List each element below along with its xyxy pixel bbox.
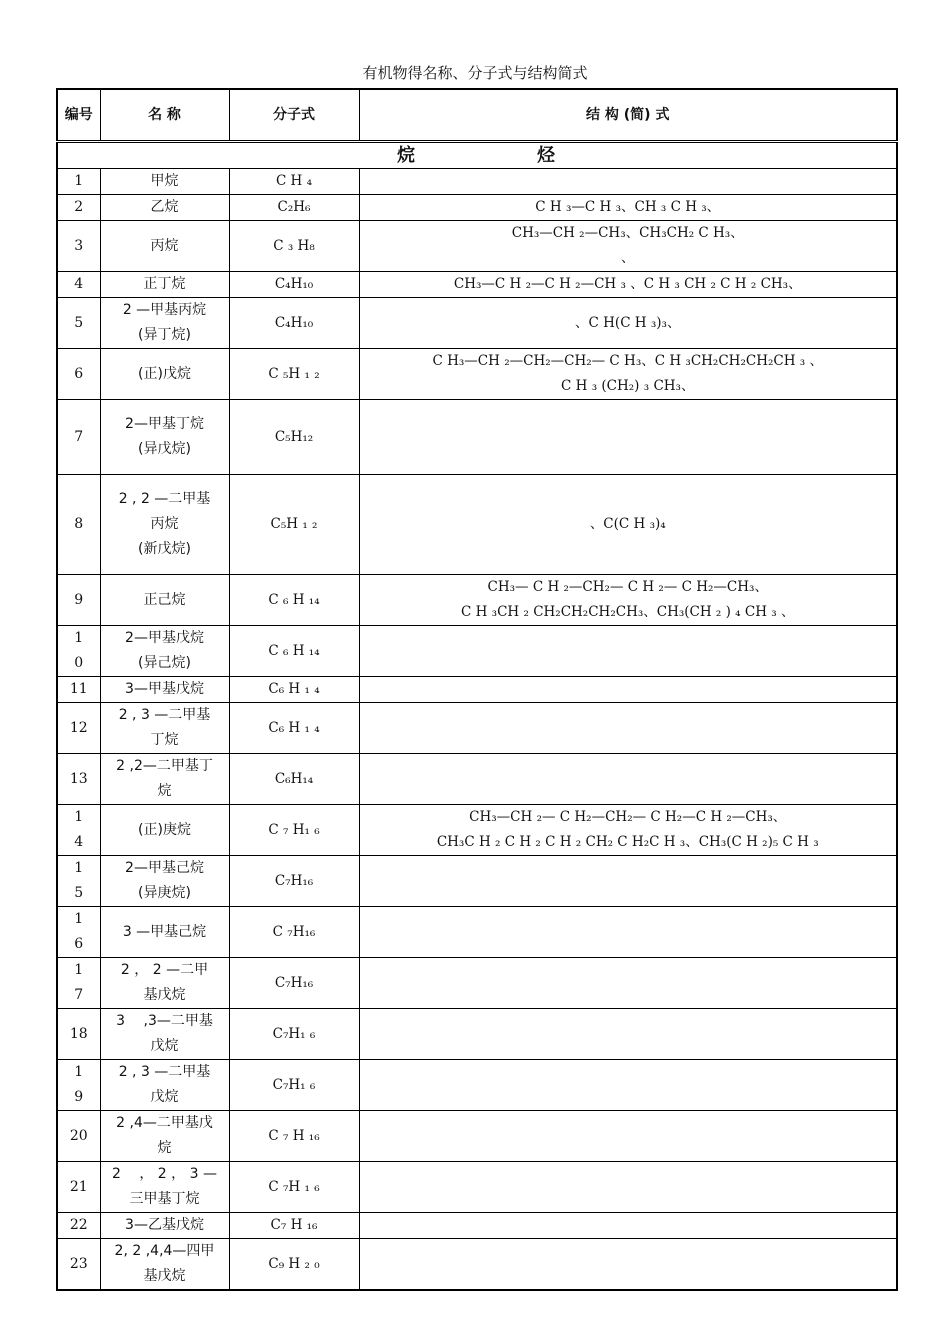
table-row [57, 298, 897, 349]
table-row [57, 272, 897, 298]
molecular-formula: C₆ H ₁ ₄ [229, 703, 359, 754]
table-row [57, 195, 897, 221]
page-title: 有机物得名称、分子式与结构简式 [362, 64, 588, 82]
compound-name: 正己烷 [100, 575, 229, 626]
compound-name: 2 ， 2 —二甲 基戊烷 [100, 958, 229, 1009]
header-row [57, 89, 897, 142]
molecular-formula: C ₆ H ₁₄ [229, 575, 359, 626]
molecular-formula: C₆H₁₄ [229, 754, 359, 805]
row-number: 1 [57, 169, 100, 195]
table-row [57, 626, 897, 677]
table-row [57, 221, 897, 272]
compound-name: 2 , 3 —二甲基 戊烷 [100, 1060, 229, 1111]
compound-name: 2 , 2 —二甲基 丙烷 (新戊烷) [100, 475, 229, 575]
table-row [57, 1213, 897, 1239]
row-number: 11 [57, 677, 100, 703]
table-row [57, 1239, 897, 1291]
row-number: 8 [57, 475, 100, 575]
header-structure: 结 构 (简) 式 [359, 89, 897, 142]
structural-formula: C H₃—CH ₂—CH₂—CH₂— C H₃、C H ₃CH₂CH₂CH₂CH ₃ 、 C H ₃ (CH₂) ₃ CH₃、 [359, 349, 897, 400]
table-row [57, 703, 897, 754]
compound-name: 丙烷 [100, 221, 229, 272]
table-row [57, 575, 897, 626]
row-number: 12 [57, 703, 100, 754]
header-formula: 分子式 [229, 89, 359, 142]
molecular-formula: C₇H₁₆ [229, 958, 359, 1009]
molecular-formula: C₅H ₁ ₂ [229, 475, 359, 575]
table-row [57, 805, 897, 856]
table-row [57, 475, 897, 575]
table-row [57, 907, 897, 958]
row-number: 7 [57, 400, 100, 475]
compound-name: 乙烷 [100, 195, 229, 221]
compound-name: 2 ， 2 ， 3 — 三甲基丁烷 [100, 1162, 229, 1213]
structural-formula: CH₃—CH ₂—CH₃、CH₃CH₂ C H₃、 、 [359, 221, 897, 272]
molecular-formula: C₂H₆ [229, 195, 359, 221]
compound-name: 3 —甲基己烷 [100, 907, 229, 958]
structural-formula: 、C H(C H ₃)₃、 [359, 298, 897, 349]
structural-formula [359, 1239, 897, 1291]
molecular-formula: C₆ H ₁ ₄ [229, 677, 359, 703]
row-number: 1 6 [57, 907, 100, 958]
compound-name: 2, 2 ,4,4—四甲 基戊烷 [100, 1239, 229, 1291]
row-number: 22 [57, 1213, 100, 1239]
molecular-formula: C₄H₁₀ [229, 272, 359, 298]
structural-formula [359, 169, 897, 195]
molecular-formula: C₇H₁ ₆ [229, 1009, 359, 1060]
structural-formula: CH₃— C H ₂—CH₂— C H ₂— C H₂—CH₃、 C H ₃CH ₂ CH₂CH₂CH₂CH₃、CH₃(CH ₂ ) ₄ CH ₃ 、 [359, 575, 897, 626]
row-number: 1 4 [57, 805, 100, 856]
compound-name: 正丁烷 [100, 272, 229, 298]
row-number: 1 7 [57, 958, 100, 1009]
structural-formula [359, 677, 897, 703]
row-number: 1 0 [57, 626, 100, 677]
table-row [57, 1162, 897, 1213]
molecular-formula: C₇H₁₆ [229, 856, 359, 907]
table-row [57, 1009, 897, 1060]
molecular-formula: C ₇ H₁ ₆ [229, 805, 359, 856]
structural-formula [359, 1009, 897, 1060]
table-row [57, 400, 897, 475]
compound-name: 2—甲基己烷 (异庚烷) [100, 856, 229, 907]
structural-formula [359, 400, 897, 475]
row-number: 1 9 [57, 1060, 100, 1111]
table-row [57, 958, 897, 1009]
table-row [57, 349, 897, 400]
molecular-formula: C H ₄ [229, 169, 359, 195]
header-name: 名 称 [100, 89, 229, 142]
compound-name: 3—甲基戊烷 [100, 677, 229, 703]
compound-name: 3—乙基戊烷 [100, 1213, 229, 1239]
molecular-formula: C₇ H ₁₆ [229, 1213, 359, 1239]
section-title: 烷 烃 [57, 142, 897, 169]
row-number: 3 [57, 221, 100, 272]
row-number: 2 [57, 195, 100, 221]
structural-formula [359, 1111, 897, 1162]
compound-name: 2—甲基戊烷 (异己烷) [100, 626, 229, 677]
structural-formula: 、C(C H ₃)₄ [359, 475, 897, 575]
compound-name: 甲烷 [100, 169, 229, 195]
row-number: 9 [57, 575, 100, 626]
compound-name: 3 ,3—二甲基 戊烷 [100, 1009, 229, 1060]
structural-formula: C H ₃—C H ₃、CH ₃ C H ₃、 [359, 195, 897, 221]
compound-name: 2—甲基丁烷 (异戊烷) [100, 400, 229, 475]
section-row-alkanes [57, 142, 897, 169]
row-number: 4 [57, 272, 100, 298]
molecular-formula: C ₆ H ₁₄ [229, 626, 359, 677]
structural-formula [359, 1213, 897, 1239]
row-number: 6 [57, 349, 100, 400]
structural-formula [359, 754, 897, 805]
compound-table [56, 88, 898, 1291]
row-number: 13 [57, 754, 100, 805]
molecular-formula: C ₅H ₁ ₂ [229, 349, 359, 400]
row-number: 23 [57, 1239, 100, 1291]
row-number: 18 [57, 1009, 100, 1060]
structural-formula [359, 626, 897, 677]
structural-formula [359, 1162, 897, 1213]
structural-formula [359, 1060, 897, 1111]
molecular-formula: C ₇H ₁ ₆ [229, 1162, 359, 1213]
molecular-formula: C₇H₁ ₆ [229, 1060, 359, 1111]
header-no: 编号 [57, 89, 100, 142]
molecular-formula: C₉ H ₂ ₀ [229, 1239, 359, 1291]
molecular-formula: C₄H₁₀ [229, 298, 359, 349]
molecular-formula: C ₃ H₈ [229, 221, 359, 272]
row-number: 1 5 [57, 856, 100, 907]
molecular-formula: C₅H₁₂ [229, 400, 359, 475]
compound-name: 2 —甲基丙烷 (异丁烷) [100, 298, 229, 349]
table-row [57, 1111, 897, 1162]
compound-name: (正)戊烷 [100, 349, 229, 400]
molecular-formula: C ₇ H ₁₆ [229, 1111, 359, 1162]
table-row [57, 754, 897, 805]
compound-name: 2 ,4—二甲基戊 烷 [100, 1111, 229, 1162]
structural-formula [359, 958, 897, 1009]
compound-name: 2 ,2—二甲基丁 烷 [100, 754, 229, 805]
structural-formula [359, 907, 897, 958]
row-number: 20 [57, 1111, 100, 1162]
table-row [57, 677, 897, 703]
compound-name: (正)庚烷 [100, 805, 229, 856]
compound-name: 2 , 3 —二甲基 丁烷 [100, 703, 229, 754]
table-row [57, 856, 897, 907]
row-number: 21 [57, 1162, 100, 1213]
row-number: 5 [57, 298, 100, 349]
structural-formula [359, 703, 897, 754]
structural-formula [359, 856, 897, 907]
table-row [57, 1060, 897, 1111]
table-row [57, 169, 897, 195]
structural-formula: CH₃—CH ₂— C H₂—CH₂— C H₂—C H ₂—CH₃、 CH₃C H ₂ C H ₂ C H ₂ CH₂ C H₂C H ₃、CH₃(C H ₂)₅ C H ₃ [359, 805, 897, 856]
structural-formula: CH₃—C H ₂—C H ₂—CH ₃ 、C H ₃ CH ₂ C H ₂ CH₃、 [359, 272, 897, 298]
molecular-formula: C ₇H₁₆ [229, 907, 359, 958]
